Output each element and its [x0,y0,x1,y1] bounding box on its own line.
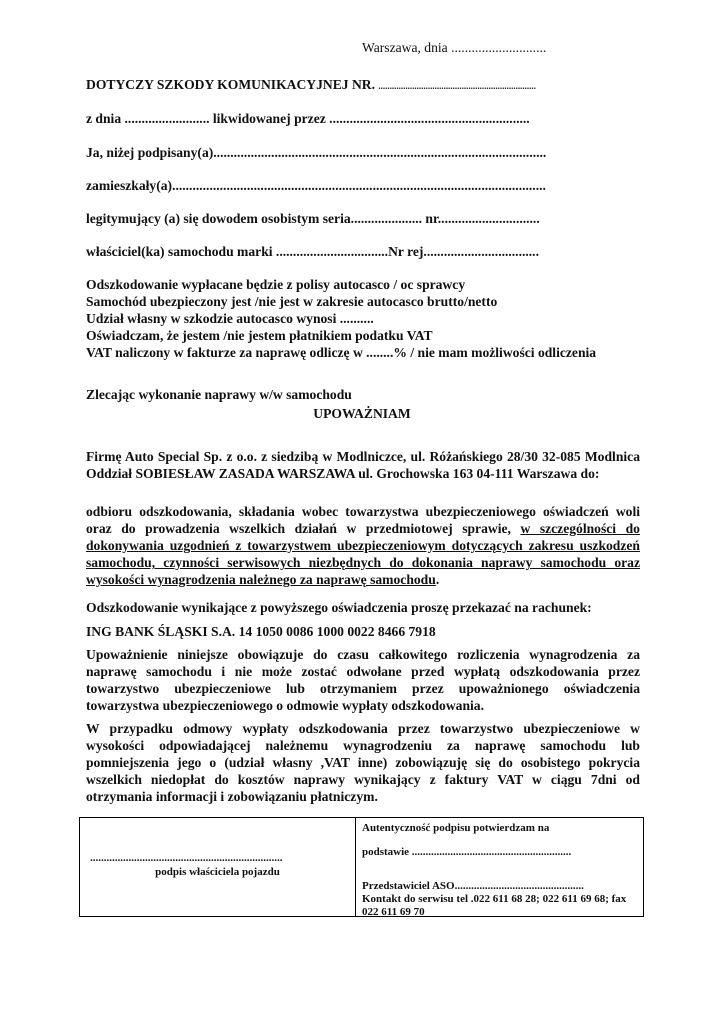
scope-plain: odbioru odszkodowania, składania wobec towarzystwa ubezpieczeniowego oświadczeń woli oraz do prowadzenia wszelkich działań w przedmiotowej sprawie, [86,504,640,536]
authentication-cell [356,818,643,916]
claim-number-dots: ...................................................................... [378,81,536,91]
scope-paragraph [86,503,640,588]
field-undersigned: Ja, niżej podpisany(a).................................................................................................. [86,145,547,160]
signature-dots: ...................................................................... [90,852,283,864]
field-car-owner: właściciel(ka) samochodu marki .................................Nr rej.................................. [86,244,539,259]
transfer-text: Odszkodowanie wynikające z powyższego oświadczenia proszę przekazać na rachunek: [86,600,592,615]
company-paragraph: Firmę Auto Special Sp. z o.o. z siedzibą w Modlniczce, ul. Różańskiego 28/30 32-085 Modlnica Oddział SOBIESŁAW ZASADA WARSZAWA ul. Grochowska 163 04-111 Warszawa do: [86,449,640,481]
claim-title [86,77,536,93]
signature-caption: podpis właściciela pojazdu [155,866,280,878]
scope-underlined: w szczególności do dokonywania uzgodnień z towarzystwem ubezpieczeniowym dotyczących zakresu uszkodzeń samochodu, czynności serwisowych niezbędnych do dokonania naprawy samochodu oraz wysokości wynagrodzenia należnego za naprawę samochodu [86,521,640,587]
commission-text: Zlecając wykonanie naprawy w/w samochodu [86,387,352,402]
scope-end: . [435,572,440,587]
owner-signature-cell [80,818,356,916]
validity-paragraph: Upoważnienie niniejsze obowiązuje do czasu całkowitego rozliczenia wynagrodzenia za naprawę samochodu i nie może zostać odwołane przed wypłatą odszkodowania przez towarzystwo ubezpieczeniowe lub otrzymaniem przez upoważnionego oświadczenia towarzystwa ubezpieczeniowego o odmowie wypłaty odszkodowania. [86,647,640,713]
field-resident: zamieszkały(a).............................................................................................................. [86,178,546,193]
auth-line-2: podstawie .......................................................... [362,846,572,858]
term-line: Oświadczam, że jestem /nie jestem płatnikiem podatku VAT [86,328,433,343]
term-line: Samochód ubezpieczony jest /nie jest w zakresie autocasco brutto/netto [86,294,498,309]
term-line: VAT naliczony w fakturze za naprawę odliczę w ........% / nie mam możliwości odliczenia [86,345,597,360]
signature-table [79,817,644,917]
field-id-document: legitymujący (a) się dowodem osobistym seria..................... nr.............................. [86,211,540,226]
auth-line-1: Autentyczność podpisu potwierdzam na [362,822,550,834]
claim-date-line: z dnia ......................... likwidowanej przez ........................................................... [86,111,530,126]
term-line: Udział własny w szkodzie autocasco wynosi .......... [86,311,374,326]
refusal-paragraph: W przypadku odmowy wypłaty odszkodowania przez towarzystwo ubezpieczeniowe w wysokości odpowiadającej należnemu wynagrodzeniu za naprawę samochodu lub pomniejszenia jego o (udział własny ,VAT inne) zobowiązuję się do osobistego pokrycia wszelkich niedopłat do kosztów naprawy wynikający z faktury VAT w ciągu 7dni od otrzymania informacji i zobowiązaniu płatniczym. [86,721,640,804]
authorize-heading: UPOWAŻNIAM [313,406,411,421]
term-line: Odszkodowanie wypłacane będzie z polisy autocasco / oc sprawcy [86,277,466,292]
service-contact: Kontakt do serwisu tel .022 611 68 28; 022 611 69 68; fax 022 611 69 70 [362,893,627,918]
claim-title-text: DOTYCZY SZKODY KOMUNIKACYJNEJ NR. [86,77,376,92]
bank-account: ING BANK ŚLĄSKI S.A. 14 1050 0086 1000 0022 8466 7918 [86,624,436,639]
aso-representative: Przedstawiciel ASO............................................... [362,880,584,892]
place-date: Warszawa, dnia ............................ [362,40,547,55]
